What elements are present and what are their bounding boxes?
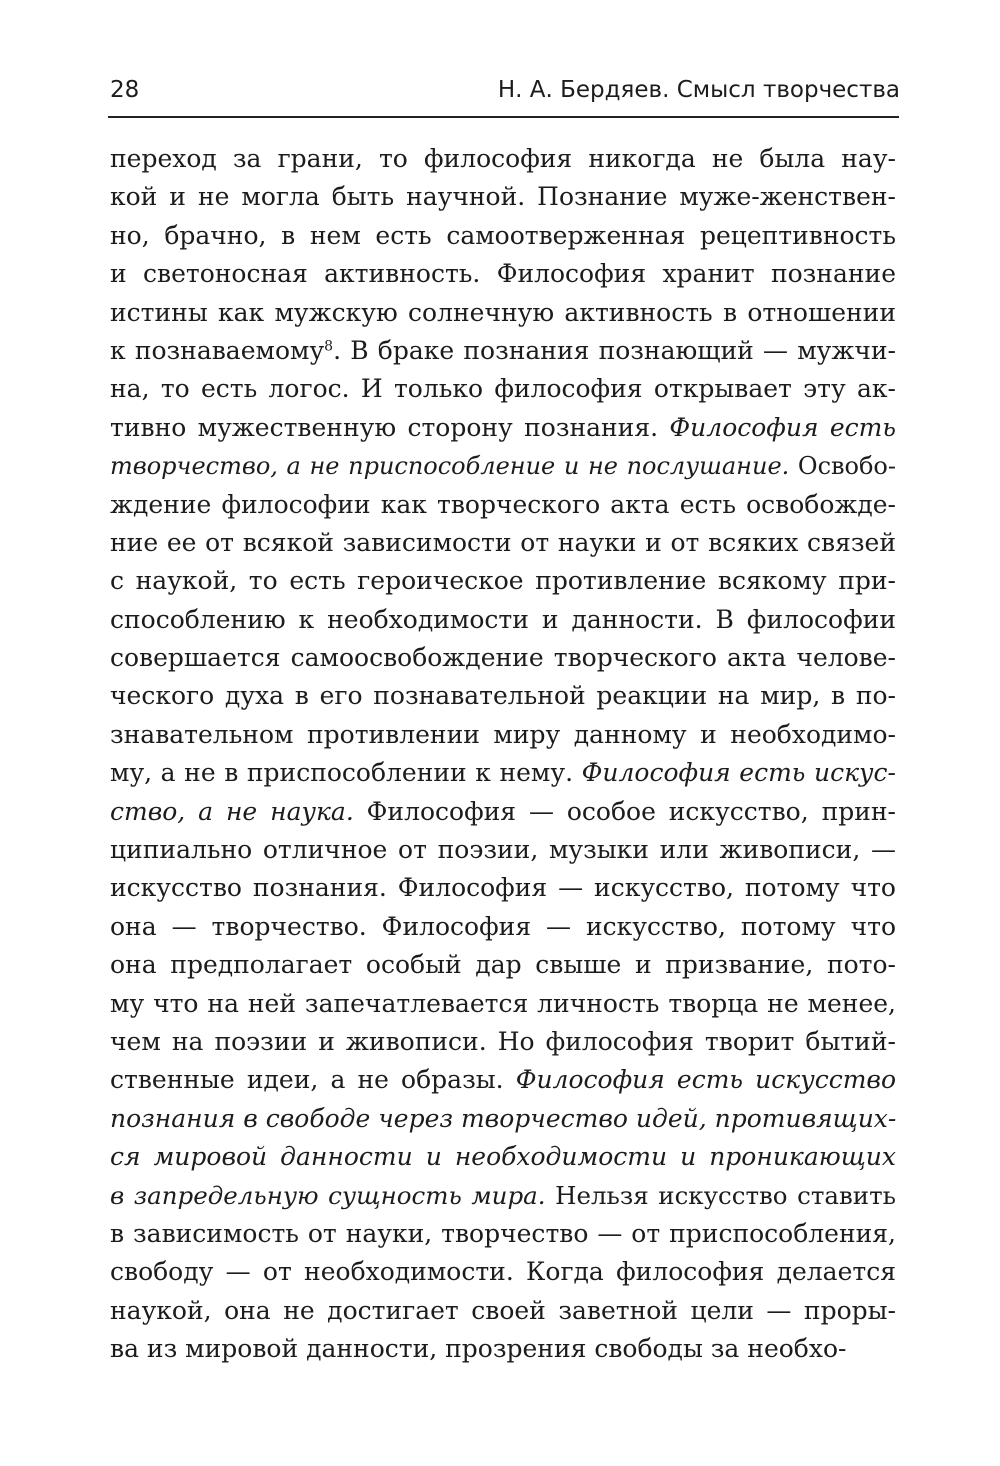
text-segment: ждение философии как творческого акта есть освобожде- — [110, 489, 896, 519]
text-segment: совершается самоосвобождение творческого акта челове- — [110, 643, 896, 673]
text-segment: она предполагает особый дар свыше и призвание, пото- — [110, 950, 896, 980]
text-line — [110, 908, 896, 946]
text-line — [110, 1061, 896, 1099]
text-line — [110, 985, 896, 1023]
text-line — [110, 1023, 896, 1061]
text-segment: тивно мужественную сторону познания. — [110, 412, 670, 442]
text-line — [110, 332, 896, 370]
italic-text: Философия есть искус- — [581, 758, 896, 788]
text-line — [110, 447, 896, 485]
text-line — [110, 601, 896, 639]
text-segment: ва из мировой данности, прозрения свободы за необхо- — [110, 1334, 847, 1364]
text-segment: кой и не могла быть научной. Познание муже-женствен- — [110, 182, 896, 212]
text-segment: Нельзя искусство ставить — [545, 1180, 897, 1210]
text-segment: она — творчество. Философия — искусство, потому что — [110, 911, 896, 941]
page-number: 28 — [110, 77, 140, 103]
text-segment: му, а не в приспособлении к нему. — [110, 758, 582, 788]
text-line — [110, 255, 896, 293]
running-title: Н. А. Бердяев. Смысл творчества — [497, 77, 900, 103]
body-text — [110, 140, 896, 1369]
italic-text: ство, а не наука. — [110, 796, 354, 826]
text-segment: наукой, она не достигает своей заветной цели — проры- — [110, 1295, 896, 1325]
header-rule — [108, 116, 899, 118]
text-line — [110, 409, 896, 447]
text-line — [110, 370, 896, 408]
text-line — [110, 946, 896, 984]
text-line — [110, 562, 896, 600]
text-segment: Освобо- — [789, 452, 896, 481]
text-line — [110, 1138, 896, 1176]
text-line — [110, 869, 896, 907]
text-line — [110, 1100, 896, 1138]
text-segment: переход за грани, то философия никогда не была нау- — [110, 144, 896, 173]
text-segment: ственные идеи, а не образы. — [110, 1065, 516, 1095]
text-line — [110, 831, 896, 869]
text-line — [110, 178, 896, 216]
text-segment: с наукой, то есть героическое противление всякому при- — [110, 566, 896, 596]
page-header — [110, 68, 900, 112]
text-line — [110, 524, 896, 562]
text-line — [110, 754, 896, 792]
italic-text: Философия есть — [669, 412, 896, 442]
text-segment: к познаваемому — [110, 335, 325, 365]
italic-text: познания в свободе через творчество идей, противящих- — [110, 1103, 897, 1133]
text-line — [110, 217, 896, 255]
text-segment: . В браке познания познающий — мужчи- — [333, 335, 896, 365]
text-segment: искусство познания. Философия — искусство, потому что — [110, 873, 896, 903]
text-line — [110, 294, 896, 332]
text-segment: ческого духа в его познавательной реакции на мир, в по- — [110, 681, 896, 711]
text-line — [110, 1330, 896, 1368]
italic-text: Философия есть искусство — [515, 1065, 897, 1095]
text-line — [110, 677, 896, 715]
italic-text: ся мировой данности и необходимости и проникающих — [110, 1142, 896, 1172]
text-line — [110, 639, 896, 677]
text-segment: ние ее от всякой зависимости от науки и от всяких связей — [110, 527, 896, 557]
text-segment: на, то есть логос. И только философия открывает эту ак- — [110, 374, 896, 404]
text-line — [110, 1215, 896, 1253]
text-line — [110, 716, 896, 754]
text-segment: истины как мужскую солнечную активность в отношении — [110, 297, 896, 327]
text-line — [110, 140, 896, 178]
text-segment: знавательном противлении миру данному и необходимо- — [110, 719, 896, 749]
text-segment: ципиально отличное от поэзии, музыки или живописи, — — [110, 835, 896, 865]
footnote-marker: 8 — [324, 338, 334, 355]
italic-text: в запредельную сущность мира. — [110, 1180, 546, 1210]
text-line — [110, 486, 896, 524]
text-segment: и светоносная активность. Философия хранит познание — [110, 259, 896, 289]
text-line — [110, 1253, 896, 1291]
text-segment: но, брачно, в нем есть самоотверженная рецептивность — [110, 220, 896, 250]
text-segment: в зависимость от науки, творчество — от приспособления, — [110, 1218, 896, 1248]
text-segment: Философия — особое искусство, прин- — [353, 796, 897, 826]
text-segment: му что на ней запечатлевается личность творца не менее, — [110, 988, 896, 1018]
text-segment: свободу — от необходимости. Когда философия делается — [110, 1257, 896, 1287]
text-segment: способлению к необходимости и данности. В философии — [110, 604, 896, 634]
text-line — [110, 1177, 896, 1215]
text-segment: чем на поэзии и живописи. Но философия творит бытий- — [110, 1026, 896, 1056]
italic-text: творчество, а не приспособление и не послушание. — [110, 452, 790, 481]
text-line — [110, 1292, 896, 1330]
text-line — [110, 793, 896, 831]
